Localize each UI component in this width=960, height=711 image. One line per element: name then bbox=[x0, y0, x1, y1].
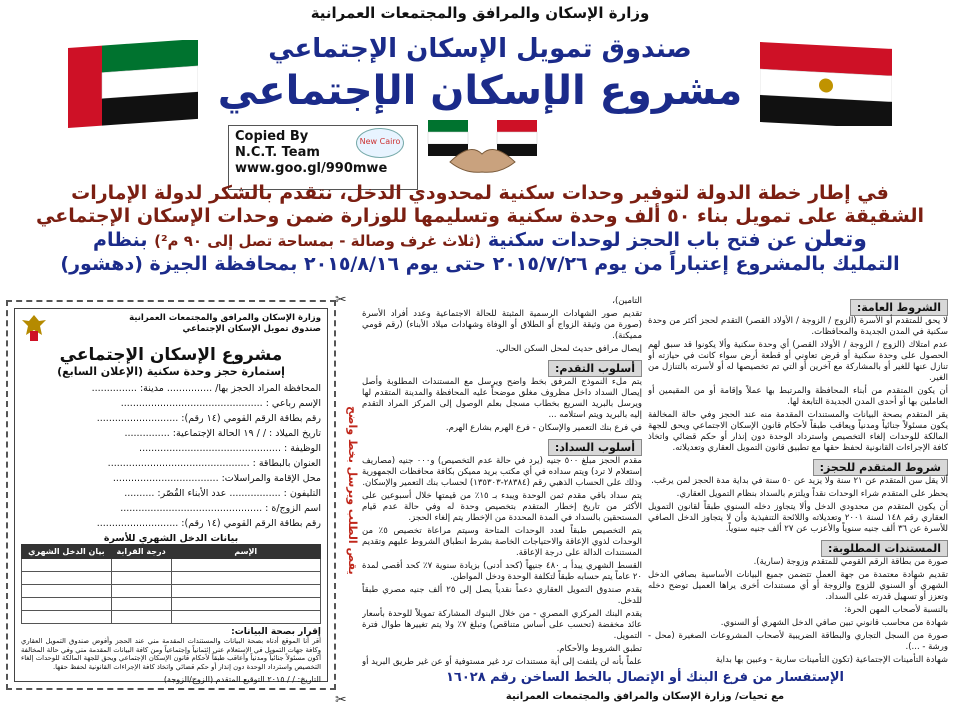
required-doc-item: بالنسبة لأصحاب المهن الحرة: bbox=[844, 605, 948, 615]
intro-line-2: الشقيقة على تمويل بناء ٥٠ ألف وحدة سكنية وتسليمها للوزارة ضمن وحدات الإسكان الإجتماعي bbox=[36, 205, 924, 227]
required-doc-item: تقديم شهادة معتمدة من جهة العمل تتضمن جميع البيانات الأساسية بصافي الدخل الشهري أو السنوي للزوج والزوجة أو أي مستندات أخرى يراها العميل توضح دخله وتعزز أو تسهيل قدرته على السداد. bbox=[648, 570, 948, 602]
general-condition-item: عدم امتلاك (الزوج / الزوجة / الأولاد القصر) أي وحدة سكنية وألا يكونوا قد سبق لهم الحصول على وحدة سكنية أو قرض تعاوني أو قطعة أرض سواء كانت في حيازته أو تنازل عنها للغير أو بالمشاركة مع آخرين أو التي تم تخصيصها له أو لأسرته بالتنازل من الغير. bbox=[648, 340, 948, 383]
new-cairo-logo-text: New Cairo bbox=[359, 137, 401, 146]
project-title: مشروع الإسكان الإجتماعي bbox=[217, 68, 743, 114]
signature-row[interactable]: التاريخ: / / ٢٠١٥ التوقيع المتقدم (الزوج/الزوجة) bbox=[163, 675, 321, 685]
booking-conditions bbox=[648, 476, 948, 535]
payment-item: يقدم صندوق التمويل العقاري دعماً نقدياً يصل إلى ٢٥ ألف جنيه مصري طبقاً للدخل. bbox=[362, 585, 642, 606]
payment-item: يتم سداد باقي مقدم ثمن الوحدة ويبدء بـ ١٥٪ من قيمتها خلال أسبوعين على الأكثر من تاريخ إخطار المتقدم بتخصيص وحدة له وفي حالة عدم قيام المستحقين بالسداد في المدة المحددة من الإخطار يتم إلغاء الحجز. bbox=[362, 491, 642, 523]
required-doc-item: شهادة التأمينات الإجتماعية (تكون التأمينات سارية - وعبين بها بداية bbox=[715, 655, 948, 665]
payment-item: علماً بأنه لن يلتفت إلى أية مستندات ترد غير مستوفية أو عن غير طريق البريد أو bbox=[362, 657, 642, 667]
income-table-title: بيانات الدخل الشهري للأسرة bbox=[103, 533, 239, 544]
stamp-line-3: www.goo.gl/990mwe bbox=[235, 161, 388, 176]
booking-conditions-heading: شروط المتقدم للحجز: bbox=[813, 459, 948, 476]
intro-unit-spec: (ثلاث غرف وصالة - بمساحة تصل إلى ٩٠ م²) bbox=[154, 232, 482, 250]
apply-item: يتم ملء النموذج المرفق بخط واضح ويرسل مع المستندات المطلوبة وأصل إيصال السداد داخل مظروف مغلق موضحاً عليه المحافظة والمدينة المتقدم لها ويرسل بالبريد السريع بخطاب مسجل بعلم الوصول إلى المركز المراد التقدم إليه بالبريد ويتم استلامه ... bbox=[362, 377, 642, 420]
form-ministry: وزارة الإسكان والمرافق والمجتمعات العمرانية bbox=[129, 313, 321, 323]
income-col-name: الإسم bbox=[171, 545, 321, 559]
handshake-emblem-icon bbox=[420, 112, 545, 180]
ministry-name: وزارة الإسكان والمرافق والمجتمعات العمرانية bbox=[310, 4, 650, 22]
form-field-birthdate[interactable]: تاريخ الميلاد : / / ١٩ الحالة الإجتماعية: ............... bbox=[124, 428, 321, 439]
general-condition-item: يقر المتقدم بصحة البيانات والمستندات المقدمة منه عند الحجز وفي حالة المخالفة يكون مسئولاً جنائياً ومدنياً ويعاقب طبقاً لأحكام قانون الإسكان الاجتماعي ويحق للجهة المالكة للوحدات إلغاء التخصيص واسترداد الوحدة دون إنذار أو حكم قضائي واتخاذ كافة الإجراءات القانونية لحفظ حقها مع تطبيق قانون التمويل العقاري وتعديلاته. bbox=[648, 410, 948, 453]
form-field-residence[interactable]: محل الإقامة والمراسلات: ................................... bbox=[112, 473, 321, 484]
middle-item: إيصال مرافق حديث لمحل السكن الحالي. bbox=[495, 344, 642, 354]
new-cairo-logo bbox=[356, 128, 404, 158]
payment-item: القسط الشهري يبدأ بـ ٤٨٠ جنيهاً (كحد أدنى) بزيادة سنوية ٧٪ كحد أقصى لمدة ٢٠ عاماً يتم حسابه طبقاً لتكلفة الوحدة ودخل المواطن. bbox=[362, 561, 642, 582]
booking-condition-item: ألا يقل سن المتقدم عن ٢١ سنة ولا يزيد عن ٥٠ سنة في بداية مدة الحجز لمن يرغب. bbox=[651, 476, 948, 486]
form-field-governorate[interactable]: المحافظة المراد الحجز بها/ ............... مدينة: ............... bbox=[91, 383, 321, 394]
ministry-regards: مع تحيات/ وزارة الإسكان والمرافق والمجتمعات العمرانية bbox=[505, 691, 785, 702]
booking-condition-item: يحظر على المتقدم شراء الوحدات نقداً ويلتزم بالسداد بنظام التمويل العقاري. bbox=[676, 489, 948, 499]
form-field-job[interactable]: الوظيفة : ............................................... bbox=[139, 443, 321, 454]
payment-item: تطبق الشروط والأحكام. bbox=[556, 644, 642, 654]
income-col-relation: درجة القرابة bbox=[111, 545, 171, 559]
declaration-heading: إقرار بصحة البيانات: bbox=[231, 627, 321, 637]
form-field-spouse-id[interactable]: رقم بطاقة الرقم القومي (١٤ رقم): ........................... bbox=[96, 518, 321, 529]
cut-instruction-note: يقص الطلب ويرسل بخط واضح bbox=[346, 405, 359, 575]
income-col-income: بيان الدخل الشهري bbox=[22, 545, 112, 559]
egypt-flag-icon bbox=[760, 40, 892, 126]
required-doc-item: صورة من بطاقة الرقم القومي للمتقدم وزوجة (سارية). bbox=[753, 557, 948, 567]
stamp-line-1: Copied By bbox=[235, 129, 309, 144]
uae-flag-icon bbox=[68, 40, 198, 128]
eagle-emblem-icon bbox=[21, 313, 47, 343]
payment-item: يقدم البنك المركزي المصري - من خلال البنوك المشاركة تمويلاً للوحدة بأسعار عائد مخفضة (تحسب على أساس متناقص) وتبلغ ٧٪ ولا يتم تغييرها طوال فترة التمويل. bbox=[362, 609, 642, 641]
inquiry-hotline: الإستفسار من فرع البنك أو الإتصال بالخط الساخن رقم ١٦٠٢٨ bbox=[445, 670, 845, 685]
form-title: مشروع الإسكان الإجتماعي bbox=[59, 345, 283, 365]
stamp-line-2: N.C.T. Team bbox=[235, 145, 320, 160]
apply-item: في فرع بنك التعمير والإسكان - فرع الهرم بشارع الهرم. bbox=[445, 423, 642, 433]
form-subtitle: إستمارة حجز وحدة سكنية (الإعلان السابع) bbox=[57, 365, 285, 378]
declaration-text: أقر أنا الموقع أدناه بصحة البيانات والمستندات المقدمة مني عند الحجز وأفوض صندوق التمويل العقاري وكافة جهات التمويل في الإستعلام عني إئتمانياً وإجتماعياً ومن كافة البيانات المقدمة مني وفي حالة المخالفة أكون مسئولاً جنائياً ومدنياً وأعاقب طبقاً لأحكام قانون الإسكان الإجتماعي ويحق للجهة المالكة للوحدات إلغاء التخصيص واسترداد الوحدة دون إنذار أو حكم قضائي واتخاذ كافة الإجراءات القانونية لحفظ حقها. bbox=[21, 637, 321, 671]
form-field-national-id[interactable]: رقم بطاقة الرقم القومي (١٤ رقم): ........................... bbox=[96, 413, 321, 424]
intro-line-3 bbox=[20, 228, 940, 253]
middle-top-items bbox=[362, 296, 642, 355]
general-conditions bbox=[648, 316, 948, 454]
booking-condition-item: أن يكون المتقدم من محدودي الدخل وألا يتجاوز دخله السنوي طبقاً لقانون التمويل العقاري رقم ١٤٨ لسنة ٢٠٠١ وتعديلاته واللائحة التنفيذية وأن لا يتجاوز الدخل الصافي للأسرة عن ٣٦ ألف جنيه سنوياً والأعزب عن ٢٧ ألف جنيه سنوياً. bbox=[648, 502, 948, 534]
general-condition-item: أن يكون المتقدم من أبناء المحافظة والمرتبط بها عملاً وإقامة أو من المقيمين أو العاملين بها أو أحدى المدن الجديدة التابعة لها. bbox=[648, 386, 948, 407]
intro-announcement bbox=[20, 182, 940, 276]
table-row bbox=[22, 611, 321, 624]
intro-line-3-end: بنظام bbox=[93, 229, 148, 251]
fund-title: صندوق تمويل الإسكان الإجتماعي bbox=[268, 34, 692, 64]
payment-item: يتم التخصيص طبقاً لعدد الوحدات المتاحة وسيتم مراعاة تخصيص ٥٪ من الوحدات لذوي الإعاقة والاحتياجات الخاصة بشرط انطباق الشروط عليهم وتقديم المستندات الدالة على درجة الإعاقة. bbox=[362, 526, 642, 558]
booking-form bbox=[14, 308, 328, 685]
intro-line-3-text: عن فتح باب الحجز لوحدات سكنية bbox=[487, 229, 798, 251]
payment-item: مقدم الحجز مبلغ ٥٠٠ جنيه (يرد في حالة عدم التخصيص) و٠٠٠ جنيه (مصاريف إستعلام لا ترد) ويتم سداده في أي مكتب بريد مميكن بكافة محافظات الجمهورية وذلك على الحساب الذهبي رقم (٢٨٣٨٤-١٣٥٣٠٣) لحساب بنك التعمير والإسكان. bbox=[362, 456, 642, 488]
scissors-icon: ✂ bbox=[335, 692, 347, 708]
booking-form-coupon bbox=[6, 300, 336, 690]
middle-column bbox=[362, 296, 642, 668]
form-fund: صندوق تمويل الإسكان الإجتماعي bbox=[182, 324, 321, 334]
table-row bbox=[22, 559, 321, 572]
general-conditions-heading: الشروط العامة: bbox=[850, 299, 948, 316]
income-table bbox=[21, 544, 321, 624]
form-field-id-address[interactable]: العنوان بالبطاقة : ............................................... bbox=[107, 458, 321, 469]
intro-announce-word: وتعلن bbox=[803, 227, 867, 252]
apply-method-heading: أسلوب التقدم: bbox=[548, 360, 642, 377]
apply-method bbox=[362, 377, 642, 434]
middle-item: التأمين)، bbox=[612, 296, 642, 306]
table-row bbox=[22, 572, 321, 585]
payment-method-heading: أسلوب السداد: bbox=[548, 439, 642, 456]
table-row bbox=[22, 598, 321, 611]
payment-method bbox=[362, 456, 642, 668]
intro-line-4: التمليك بالمشروع إعتباراً من يوم ٢٠١٥/٧/٢٦ حتى يوم ٢٠١٥/٨/١٦ بمحافظة الجيزة (دهشور) bbox=[60, 253, 900, 275]
general-condition-item: لا يحق للمتقدم أو الأسرة (الزوج / الزوجة / الأولاد القصر) التقدم لحجز أكثر من وحدة سكنية في المدن الجديدة والمحافظات. bbox=[648, 316, 948, 337]
form-field-name[interactable]: الإسم رباعي : ............................................... bbox=[120, 398, 321, 409]
required-doc-item: صورة من السجل التجاري والبطاقة الضريبية لأصحاب المشروعات الصغيرة (محل - ورشة - ...). bbox=[648, 631, 948, 652]
required-docs-heading: المستندات المطلوبة: bbox=[821, 540, 948, 557]
required-doc-item: شهادة من محاسب قانوني تبين صافي الدخل الشهري أو السنوي. bbox=[720, 618, 948, 628]
intro-line-1: في إطار خطة الدولة لتوفير وحدات سكنية لمحدودي الدخل، نتقدم بالشكر لدولة الإمارات bbox=[71, 182, 889, 204]
form-field-phone[interactable]: التليفون : ................. عدد الأبناء القُصّر: .......... bbox=[124, 488, 321, 499]
right-column bbox=[648, 296, 948, 668]
required-docs bbox=[648, 557, 948, 666]
middle-item: تقديم صور الشهادات الرسمية المثبتة للحالة الاجتماعية وعدد أفراد الأسرة (صورة من وثيقة الزواج أو الطلاق أو الوفاة وشهادات ميلاد الأبناء) (رقم قومي مميكنة). bbox=[362, 309, 642, 341]
scissors-icon: ✂ bbox=[335, 292, 347, 308]
form-field-spouse-name[interactable]: اسم الزوج/ة : ............................................... bbox=[120, 503, 321, 514]
table-row bbox=[22, 585, 321, 598]
